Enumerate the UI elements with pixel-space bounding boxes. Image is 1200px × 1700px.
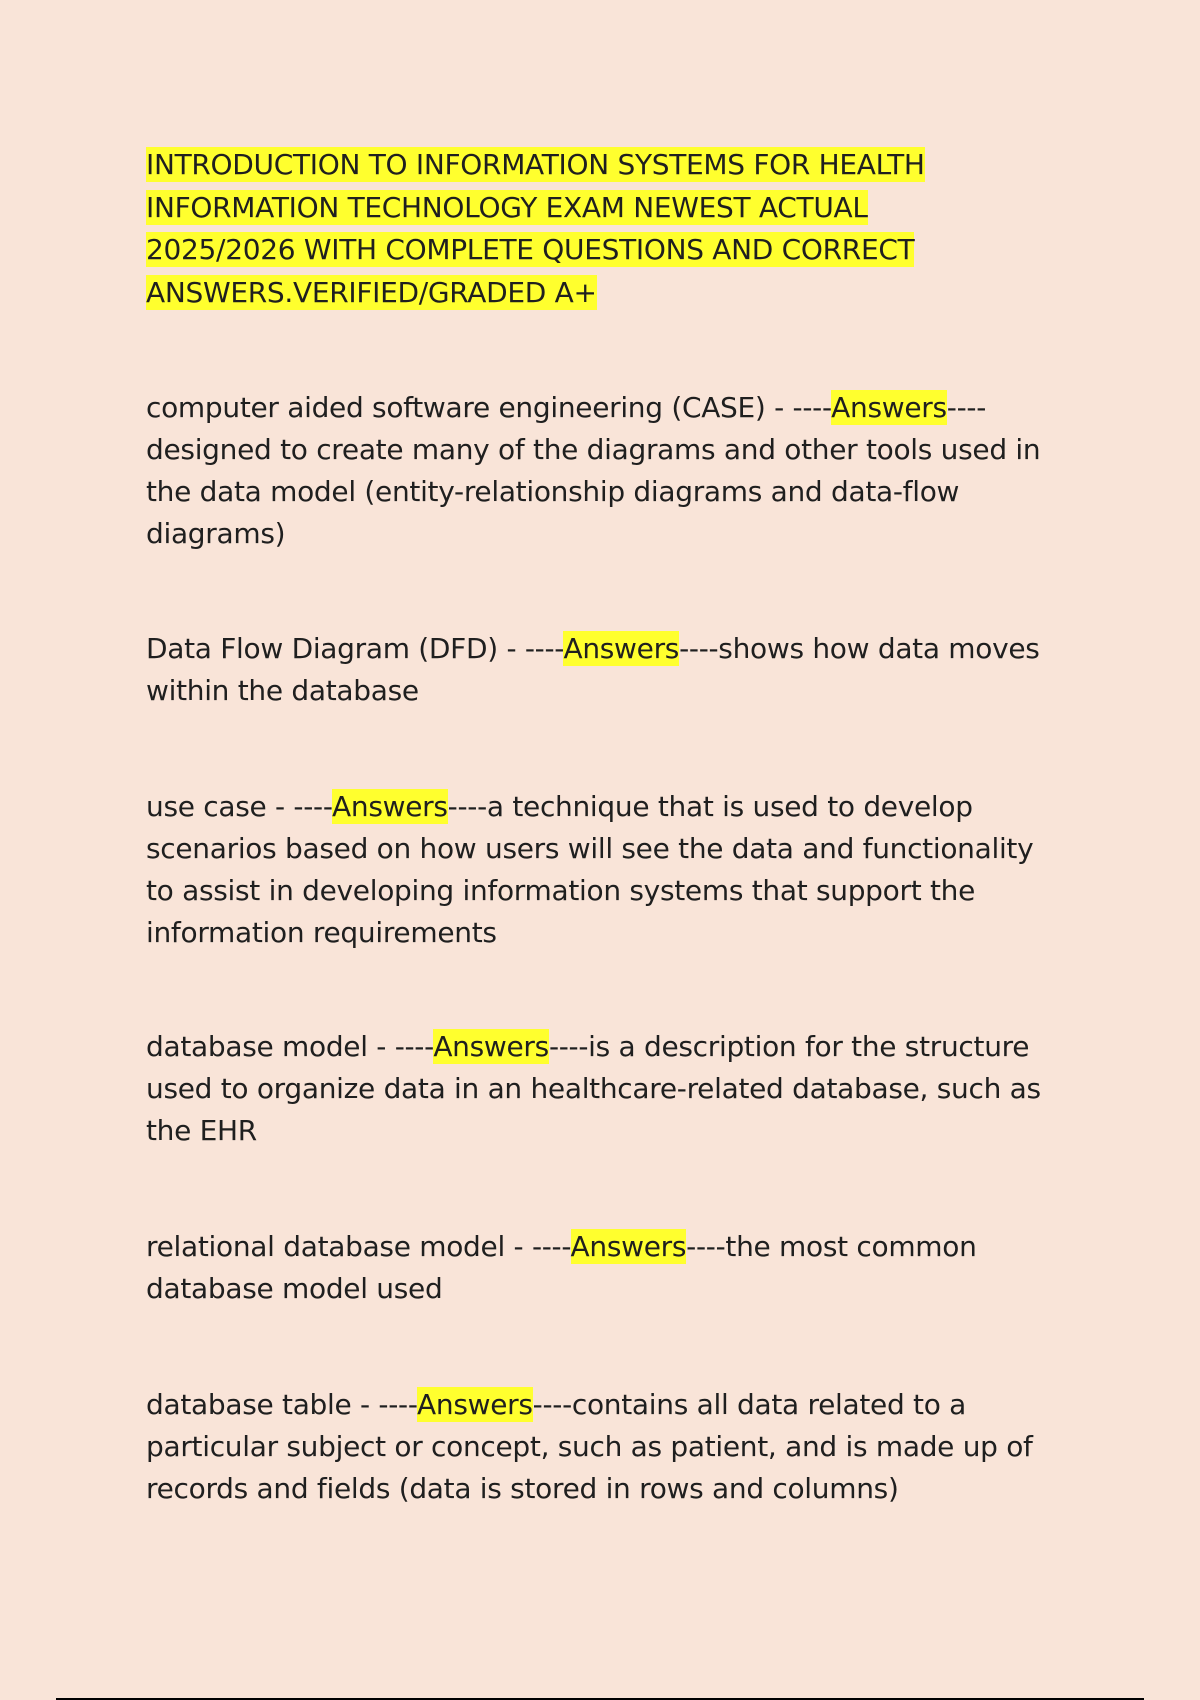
- entry-definition: ----contains all data related to a particular subject or concept, such as patient, and is made up of records and fields (data is stored in rows and columns): [146, 1388, 1033, 1505]
- answers-highlight: Answers: [831, 391, 947, 424]
- entry-term: computer aided software engineering (CASE) - ----: [146, 391, 832, 424]
- qa-entry: [146, 786, 1066, 954]
- entry-term: use case - ----: [146, 790, 333, 823]
- qa-entry: [146, 628, 1066, 712]
- answers-highlight: Answers: [563, 632, 680, 665]
- entry-definition: ----designed to create many of the diagrams and other tools used in the data model (entity-relationship diagrams and data-flow diagrams): [146, 391, 1041, 550]
- entry-term: database table - ----: [146, 1388, 418, 1421]
- qa-entry: [146, 387, 1066, 555]
- qa-entry: [146, 1026, 1066, 1152]
- entry-definition: ----a technique that is used to develop scenarios based on how users will see the data and functionality to assist in developing information systems that support the information requirements: [146, 790, 1034, 949]
- entry-term: relational database model - ----: [146, 1230, 571, 1263]
- entry-definition: ----shows how data moves within the database: [146, 632, 1040, 707]
- title-highlight: INTRODUCTION TO INFORMATION SYSTEMS FOR HEALTH INFORMATION TECHNOLOGY EXAM NEWEST ACTUAL 2025/2026 WITH COMPLETE QUESTIONS AND CORRECT ANSWERS.VERIFIED/GRADED A+: [146, 148, 925, 309]
- entry-definition: ----is a description for the structure used to organize data in an healthcare-related database, such as the EHR: [146, 1030, 1041, 1147]
- answers-highlight: Answers: [332, 790, 448, 823]
- qa-entry: [146, 1384, 1066, 1510]
- qa-entry: [146, 1226, 1066, 1310]
- entry-term: database model - ----: [146, 1030, 434, 1063]
- entry-definition: ----the most common database model used: [146, 1230, 977, 1305]
- entry-term: Data Flow Diagram (DFD) - ----: [146, 632, 564, 665]
- document-title: [146, 144, 1006, 314]
- answers-highlight: Answers: [433, 1030, 549, 1063]
- answers-highlight: Answers: [417, 1388, 533, 1421]
- answers-highlight: Answers: [570, 1230, 687, 1263]
